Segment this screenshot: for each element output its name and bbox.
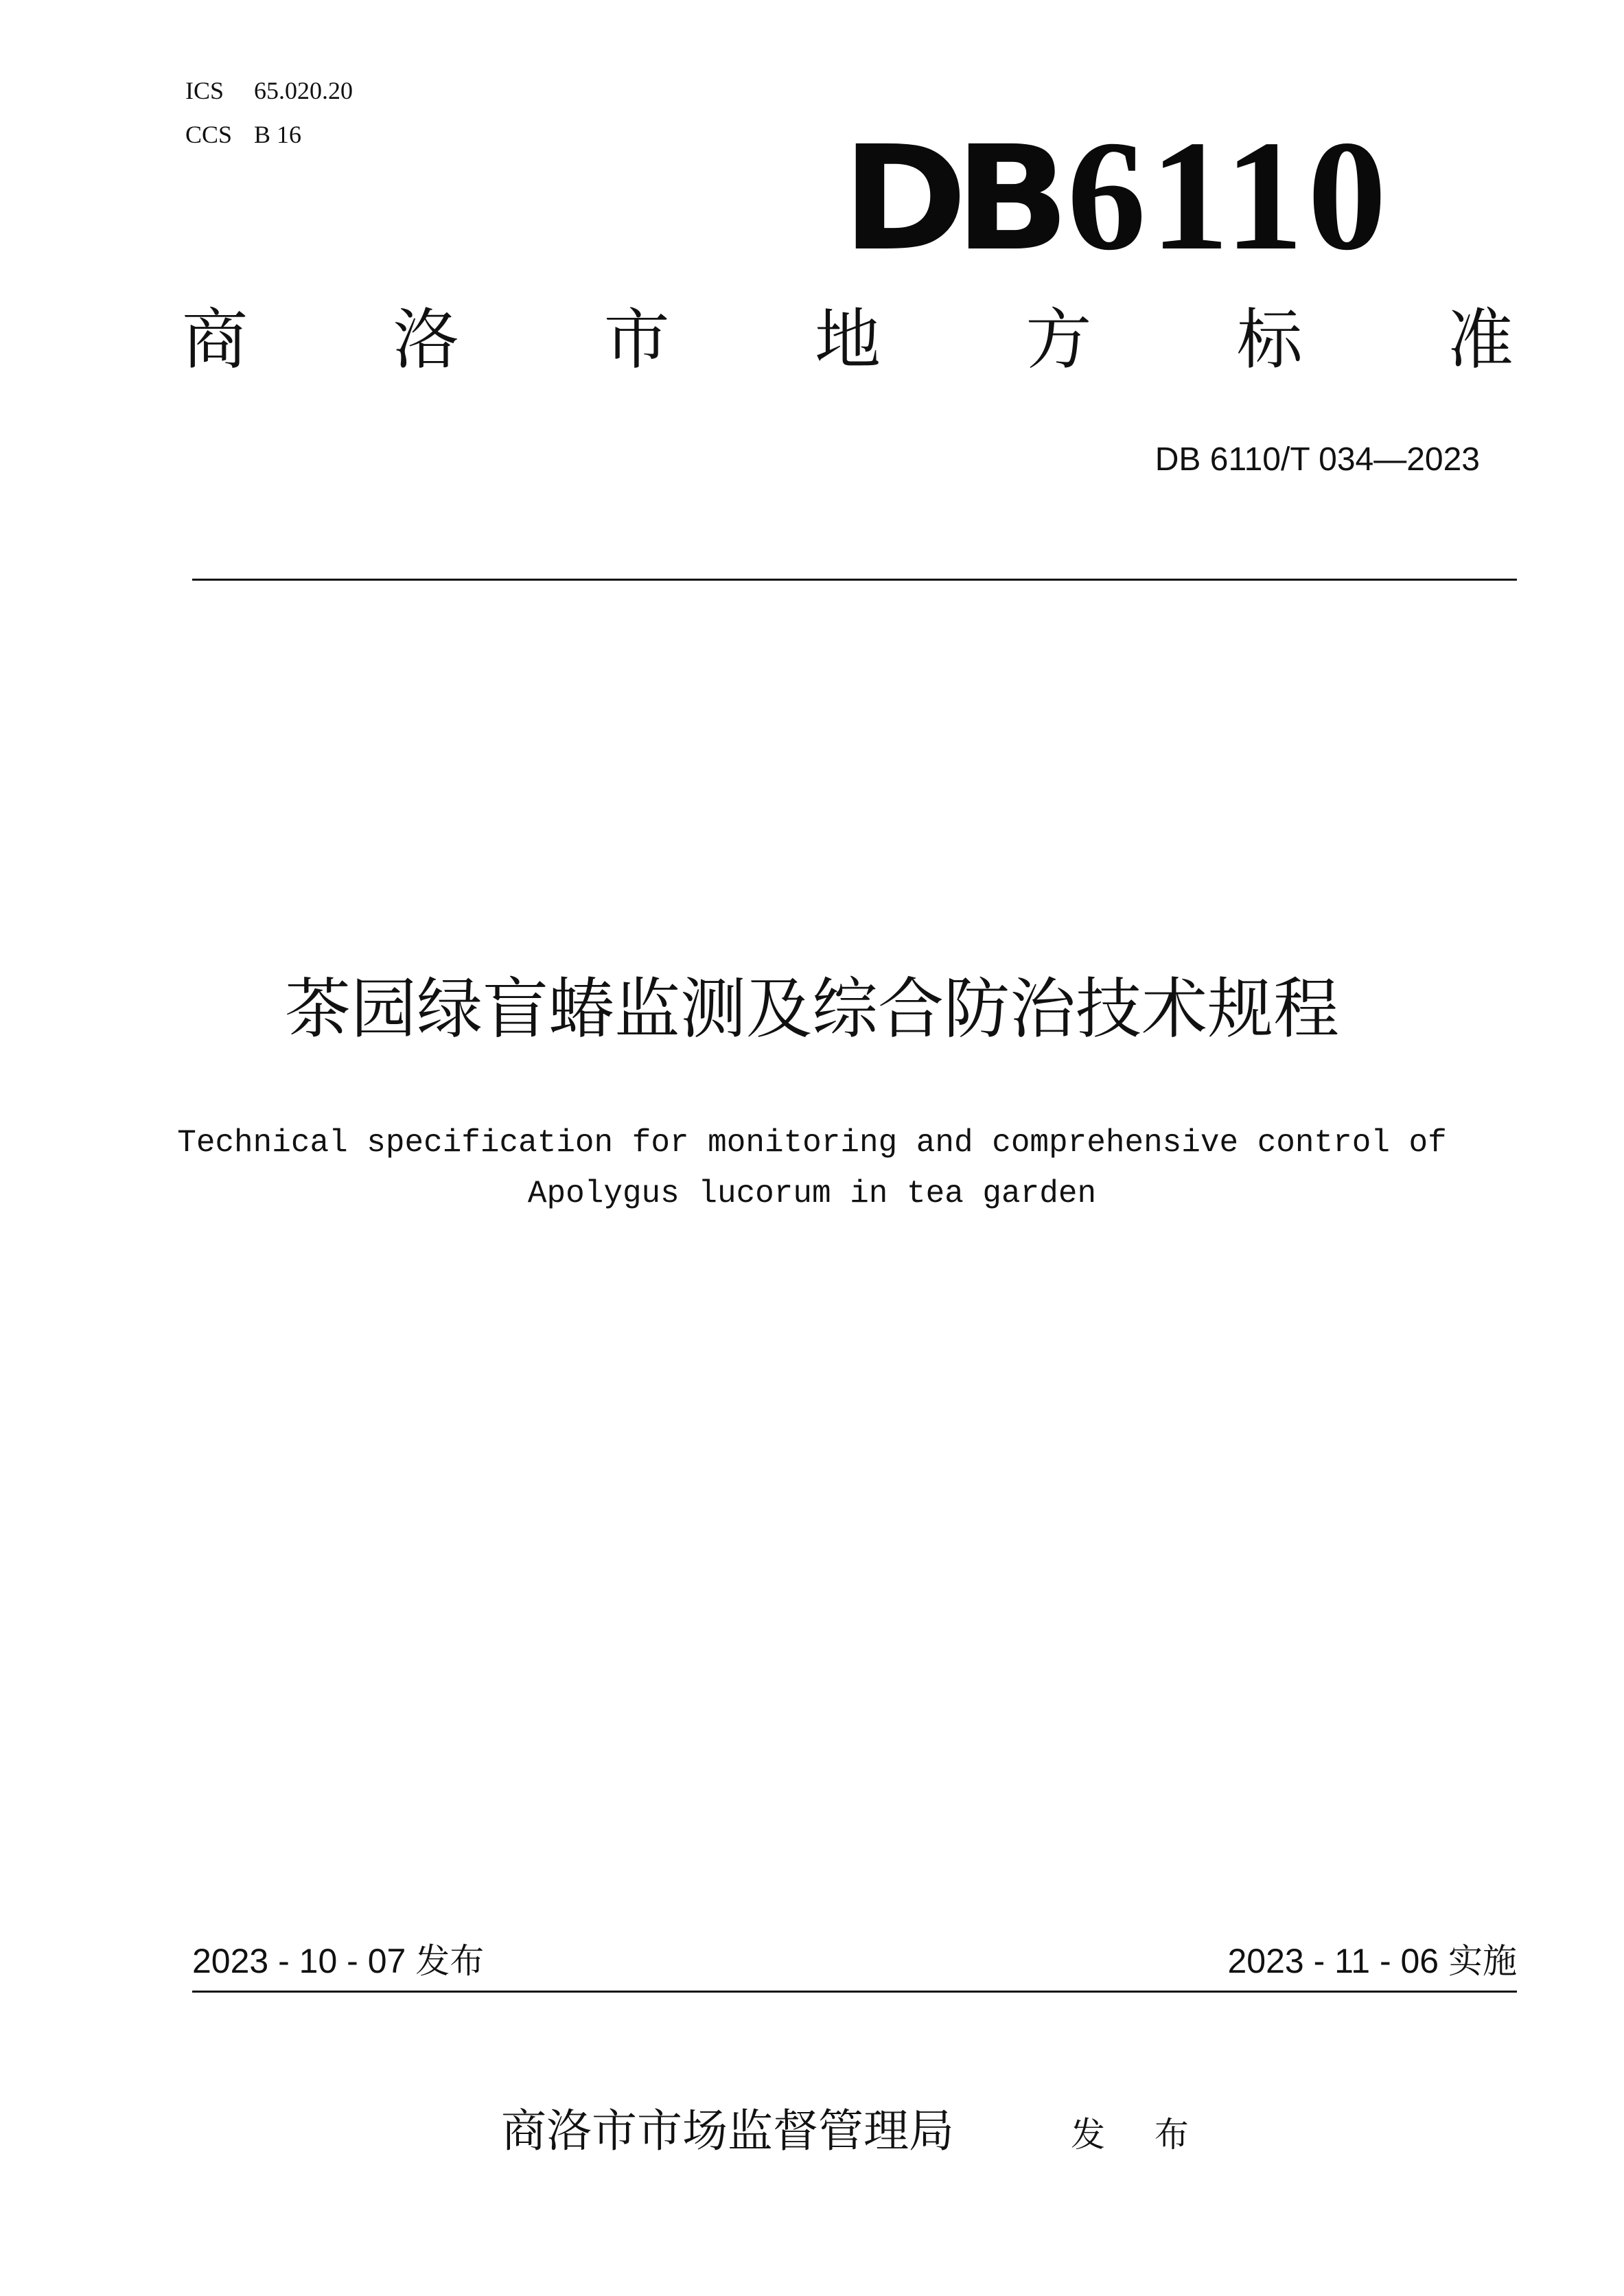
- standard-kind-char: 准: [1447, 301, 1513, 378]
- logo-prefix: DB: [842, 115, 1058, 283]
- standard-kind-char: 地: [814, 301, 881, 378]
- header-divider: [192, 579, 1517, 581]
- ccs-label: CCS: [185, 121, 233, 148]
- standard-kind-char: 方: [1025, 301, 1092, 378]
- standard-kind-char: 标: [1236, 301, 1303, 378]
- ccs-line: [185, 121, 301, 148]
- standard-number: DB 6110/T 034—2023: [1155, 441, 1480, 478]
- logo-code: 6110: [1067, 108, 1391, 283]
- title-english: [103, 1117, 1521, 1219]
- title-chinese: 茶园绿盲蝽监测及综合防治技术规程: [285, 971, 1339, 1047]
- ics-label: ICS: [185, 77, 224, 104]
- publish-date: 2023 - 10 - 07 发布: [192, 1942, 485, 1980]
- ics-code: 65.020.20: [254, 77, 353, 104]
- title-english-line2: Apolygus lucorum in tea garden: [527, 1176, 1097, 1211]
- issuer-name: 商洛市市场监督管理局: [501, 2104, 954, 2157]
- implement-date: 2023 - 11 - 06 实施: [1227, 1942, 1517, 1980]
- standard-kind: [182, 302, 1513, 378]
- db-logo: [842, 108, 1391, 321]
- standard-kind-char: 洛: [393, 301, 459, 378]
- footer-divider: [192, 1991, 1517, 1993]
- ccs-code: B 16: [254, 121, 302, 148]
- standard-kind-char: 商: [182, 301, 248, 378]
- issue-action: 发 布: [1071, 2115, 1208, 2155]
- ics-line: [185, 77, 353, 104]
- standard-kind-char: 市: [603, 301, 670, 378]
- title-english-line1: Technical specification for monitoring and comprehensive control of: [177, 1125, 1447, 1161]
